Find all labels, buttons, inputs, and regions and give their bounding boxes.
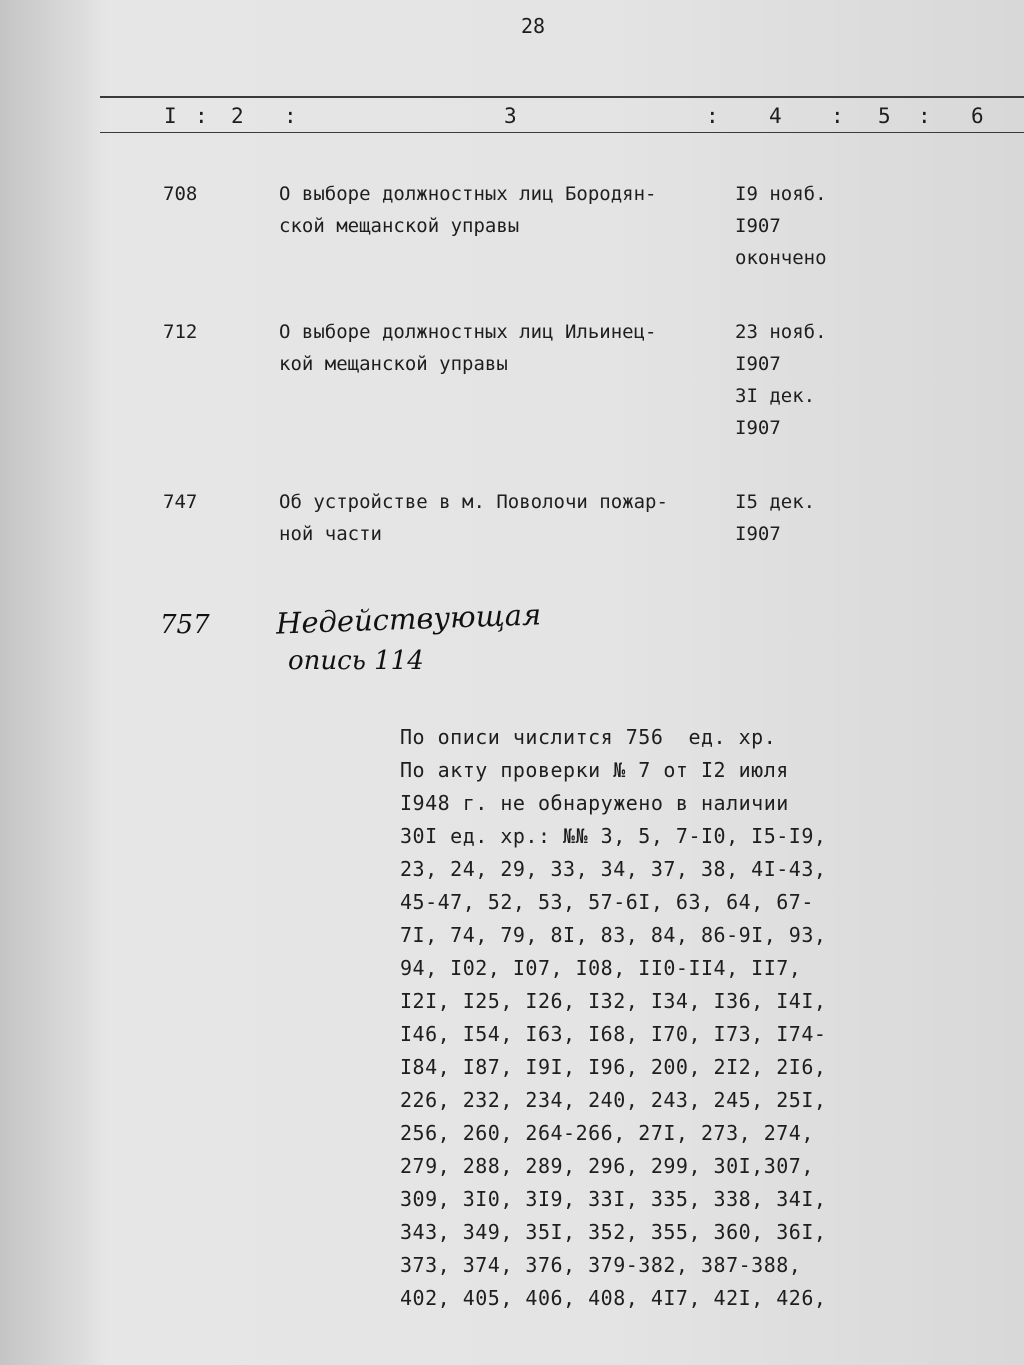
entry-number: 747	[163, 491, 198, 513]
entry-title: Об устройстве в м. Поволочи пожар- ной части	[279, 491, 668, 545]
note-line: 94, I02, I07, I08, II0-II4, II7,	[400, 956, 802, 980]
entry-number: 712	[163, 321, 198, 343]
column-separator: :	[284, 104, 297, 128]
column-separator: :	[195, 104, 208, 128]
note-line: I84, I87, I9I, I96, 200, 2I2, 2I6,	[400, 1055, 827, 1079]
column-header-4: 4	[769, 104, 782, 128]
note-line: 45-47, 52, 53, 57-6I, 63, 64, 67-	[400, 890, 814, 914]
entry-dates: I5 дек. I907	[735, 491, 816, 545]
note-line: По описи числится 756 ед. хр.	[400, 725, 777, 749]
column-header-2: 2	[231, 104, 244, 128]
note-line: 309, 3I0, 3I9, 33I, 335, 338, 34I,	[400, 1187, 827, 1211]
entry-title: О выборе должностных лиц Бородян- ской мещанской управы	[279, 183, 657, 237]
column-header-3: 3	[504, 104, 517, 128]
note-line: 402, 405, 406, 408, 4I7, 42I, 426,	[400, 1286, 827, 1310]
header-rule-top	[100, 96, 1024, 98]
page-number: 28	[521, 14, 546, 38]
inventory-check-note	[400, 721, 870, 1315]
note-line: I2I, I25, I26, I32, I34, I36, I4I,	[400, 989, 827, 1013]
entry-dates: I9 нояб. I907 окончено	[735, 183, 827, 269]
note-line: По акту проверки № 7 от I2 июля	[400, 758, 789, 782]
handwritten-note-line2: опись 114	[288, 646, 424, 676]
page-binding-edge	[0, 0, 100, 1365]
handwritten-note-line1: Недействующая	[275, 597, 542, 641]
note-line: I46, I54, I63, I68, I70, I73, I74-	[400, 1022, 827, 1046]
note-line: 256, 260, 264-266, 27I, 273, 274,	[400, 1121, 814, 1145]
column-separator: :	[706, 104, 719, 128]
entry-number: 708	[163, 183, 198, 205]
note-line: 7I, 74, 79, 8I, 83, 84, 86-9I, 93,	[400, 923, 827, 947]
note-line: 343, 349, 35I, 352, 355, 360, 36I,	[400, 1220, 827, 1244]
entry-title: О выборе должностных лиц Ильинец- кой мещанской управы	[279, 321, 657, 375]
column-separator: :	[831, 104, 844, 128]
note-line: 373, 374, 376, 379-382, 387-388,	[400, 1253, 802, 1277]
column-separator: :	[918, 104, 931, 128]
handwritten-number: 757	[160, 610, 210, 640]
header-rule-bottom	[100, 132, 1024, 133]
column-header-1: I	[164, 104, 177, 128]
column-header-5: 5	[878, 104, 891, 128]
note-line: 30I ед. хр.: №№ 3, 5, 7-I0, I5-I9,	[400, 824, 827, 848]
column-header-6: 6	[971, 104, 984, 128]
note-line: 279, 288, 289, 296, 299, 30I,307,	[400, 1154, 814, 1178]
note-line: 226, 232, 234, 240, 243, 245, 25I,	[400, 1088, 827, 1112]
note-line: I948 г. не обнаружено в наличии	[400, 791, 789, 815]
entry-dates: 23 нояб. I907 3I дек. I907	[735, 321, 827, 439]
note-line: 23, 24, 29, 33, 34, 37, 38, 4I-43,	[400, 857, 827, 881]
